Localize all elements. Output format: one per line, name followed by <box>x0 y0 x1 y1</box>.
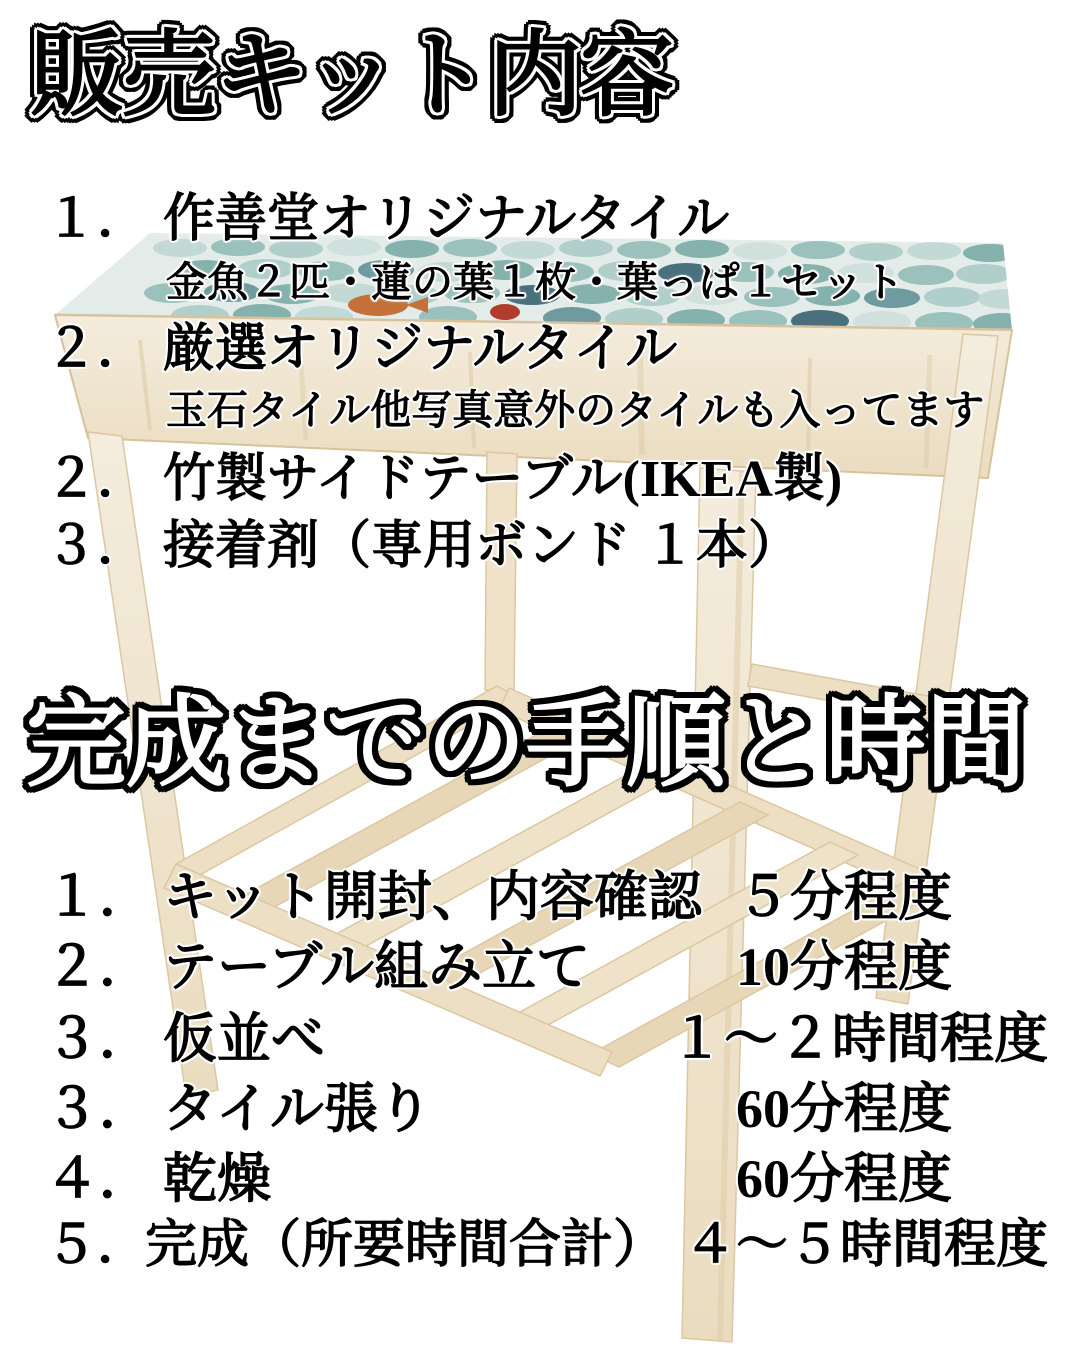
step-row <box>45 1008 1048 1070</box>
step-label: タイル張り <box>163 1079 432 1139</box>
kit-item-number: １． <box>45 191 150 248</box>
steps-section-title: 完成までの手順と時間 <box>26 684 1026 801</box>
kit-item-number: ２． <box>45 451 150 508</box>
step-number: ４． <box>45 1149 153 1209</box>
step-label: キット開封、内容確認 <box>163 867 702 927</box>
kit-item <box>45 190 1048 250</box>
step-row-summary <box>45 1216 1048 1276</box>
step-time: 60分程度 <box>736 1079 952 1139</box>
step-number: １． <box>45 867 153 927</box>
step-time: ４～５時間程度 <box>683 1217 1048 1274</box>
step-time: 60分程度 <box>736 1149 952 1209</box>
step-label: 完成（所要時間合計） <box>145 1217 666 1274</box>
step-time: ５分程度 <box>736 867 952 927</box>
step-label: 仮並べ <box>163 1009 325 1069</box>
step-row <box>45 1148 1048 1210</box>
step-row <box>45 1078 1048 1140</box>
step-label: テーブル組み立て <box>163 937 591 997</box>
kit-item-label: 接着剤（専用ボンド １本） <box>163 518 801 575</box>
kit-item <box>45 517 1048 577</box>
step-time: 10分程度 <box>736 937 952 997</box>
step-number: ２． <box>45 937 153 997</box>
kit-item-subtext: 金魚２匹・蓮の葉１枚・葉っぱ１セット <box>166 259 904 305</box>
kit-item <box>45 320 1048 380</box>
kit-item <box>45 450 1048 510</box>
step-time: １～２時間程度 <box>670 1009 1048 1069</box>
kit-section-title: 販売キット内容 <box>30 21 673 130</box>
kit-item-subtext: 玉石タイル他写真意外のタイルも入ってます <box>166 387 985 433</box>
kit-item-number: ３． <box>45 518 150 575</box>
kit-item-label: 作善堂オリジナルタイル <box>163 191 730 248</box>
kit-item-number: ２． <box>45 321 150 378</box>
step-row <box>45 866 1048 928</box>
kit-item-label: 厳選オリジナルタイル <box>163 321 678 378</box>
step-number: ３． <box>45 1079 153 1139</box>
step-row <box>45 936 1048 998</box>
step-number: ３． <box>45 1009 153 1069</box>
step-label: 乾燥 <box>163 1149 271 1209</box>
step-number: ５． <box>45 1217 150 1274</box>
kit-item-label: 竹製サイドテーブル(IKEA製) <box>163 451 843 508</box>
